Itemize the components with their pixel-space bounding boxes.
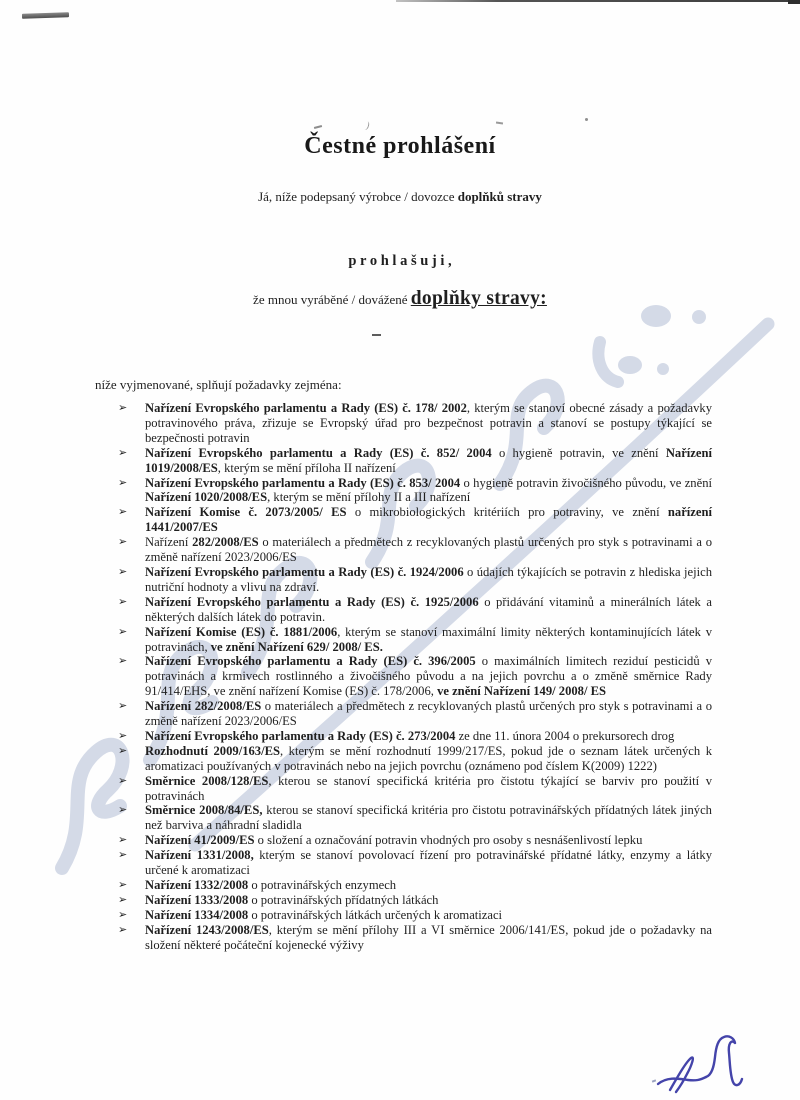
subject-line: [0, 288, 800, 310]
list-item: [118, 476, 712, 506]
bullet-arrow-icon: ➢: [118, 624, 128, 638]
scan-speck: [585, 118, 588, 121]
regulation-description: o údajích týkajících se potravin z hlediska jejich nutriční hodnoty a vlivu na zdraví.: [145, 564, 712, 594]
bullet-arrow-icon: ➢: [118, 833, 128, 847]
regulation-name: Nařízení 1331/2008,: [145, 848, 254, 863]
bullet-arrow-icon: ➢: [118, 878, 128, 891]
regulation-name: Nařízení Komise č. 2073/2005/ ES: [145, 505, 347, 520]
regulation-list: [118, 401, 712, 953]
list-item: [118, 774, 712, 804]
bullet-arrow-icon: ➢: [118, 699, 128, 713]
regulation-description: o potravinářských enzymech: [248, 878, 397, 892]
list-item: [118, 833, 712, 848]
regulation-description: Nařízení: [145, 535, 193, 550]
bullet-arrow-icon: ➢: [118, 892, 128, 906]
regulation-name: Směrnice 2008/84/ES,: [145, 803, 263, 818]
bullet-arrow-icon: ➢: [118, 907, 128, 921]
regulation-description: o přidávání vitaminů a minerálních látek a některých dalších látek do potravin.: [145, 594, 712, 624]
bullet-arrow-icon: ➢: [118, 475, 128, 489]
bullet-arrow-icon: ➢: [118, 535, 128, 549]
regulation-description: o materiálech a předmětech z recyklovaných plastů určených pro styk s potravinami a o změně nařízení 2023/2006/ES: [145, 535, 712, 565]
regulation-name: Nařízení 1334/2008: [145, 907, 249, 922]
regulation-description: o maximálních limitech reziduí pesticidů v potravinách a krmivech rostlinného a živočišného původu a na jejich povrchu a o změně směrnice Rady 91/414/EHS, ve znění nařízení Komise (ES) č. 178/2006,: [145, 654, 712, 699]
bullet-arrow-icon: ➢: [118, 773, 128, 787]
bullet-arrow-icon: ➢: [118, 803, 128, 817]
regulation-description: , kterým se mění rozhodnutí 1999/217/ES, pokud jde o seznam látek určených k aromatizaci používaných v potravinách nebo na jejich povrchu (oznámeno pod číslem K(2009) 1222): [145, 743, 712, 773]
list-item: [118, 923, 712, 953]
regulation-description: o potravinářských látkách určených k aromatizaci: [248, 907, 503, 922]
list-item: [118, 401, 712, 446]
regulation-description: o mikrobiologických kritériích pro potraviny, ve znění: [346, 505, 668, 520]
regulation-description: , kterým se mění příloha II nařízení: [217, 460, 396, 475]
scan-edge-artifact: [396, 0, 800, 2]
regulation-name: Nařízení Evropského parlamentu a Rady (ES) č. 1924/2006: [145, 564, 464, 579]
regulation-name: Nařízení Evropského parlamentu a Rady (ES) č. 852/ 2004: [145, 445, 492, 460]
list-item: [118, 595, 712, 625]
bullet-arrow-icon: ➢: [118, 401, 128, 414]
regulation-name: Nařízení 1020/2008/ES: [145, 490, 268, 505]
list-item: [118, 908, 712, 923]
regulation-name: Nařízení Evropského parlamentu a Rady (ES) č. 396/2005: [145, 654, 476, 669]
regulation-description: o potravinářských přídatných látkách: [248, 892, 439, 907]
regulation-name: Nařízení 1332/2008: [145, 878, 249, 892]
list-item: [118, 625, 712, 655]
regulation-description: o složení a označování potravin vhodných pro osoby s nesnášenlivostí lepku: [254, 833, 643, 848]
list-item: [118, 744, 712, 774]
regulation-description: , kterým se stanoví obecné zásady a požadavky potravinového práva, zřizuje se Evropský úřad pro bezpečnost potravin a stanoví se postupy týkající se bezpečnosti potravin: [145, 401, 712, 445]
list-item: [118, 446, 712, 476]
intro-bold: doplňků stravy: [457, 189, 542, 204]
bullet-arrow-icon: ➢: [118, 728, 128, 742]
list-item: [118, 729, 712, 744]
regulation-name: Nařízení Komise (ES) č. 1881/2006: [145, 624, 338, 639]
bullet-arrow-icon: ➢: [118, 505, 128, 519]
regulation-name: ve znění Nařízení 629/ 2008/ ES.: [210, 639, 383, 654]
bullet-arrow-icon: ➢: [118, 445, 128, 459]
scan-speck: [372, 334, 381, 336]
regulation-description: , kterou se stanoví specifická kritéria pro čistotu týkající se barviv pro použití v potravinách: [145, 773, 712, 803]
regulation-name: Nařízení Evropského parlamentu a Rady (ES) č. 1925/2006: [145, 594, 479, 609]
regulation-name: Nařízení Evropského parlamentu a Rady (ES) č. 273/2004: [145, 728, 456, 743]
regulation-name: ve znění Nařízení 149/ 2008/ ES: [437, 684, 607, 699]
list-item: [118, 505, 712, 535]
intro-line: [0, 189, 800, 205]
intro-prefix: Já, níže podepsaný výrobce / dovozce: [258, 189, 458, 204]
list-item: [118, 893, 712, 908]
regulation-description: ze dne 11. února 2004 o prekursorech drog: [455, 728, 675, 743]
document-title: Čestné prohlášení: [304, 133, 496, 159]
subject-prefix: že mnou vyráběné / dovážené: [253, 292, 411, 307]
regulation-description: , kterým se mění přílohy II a III nařízení: [267, 490, 471, 505]
list-item: [118, 654, 712, 699]
regulation-name: Rozhodnutí 2009/163/ES: [145, 743, 280, 758]
regulation-name: 282/2008/ES: [192, 535, 259, 550]
subject-bold: doplňky stravy:: [410, 288, 547, 309]
bullet-arrow-icon: ➢: [118, 743, 128, 757]
regulation-name: Nařízení 1333/2008: [145, 892, 249, 907]
regulation-name: Nařízení Evropského parlamentu a Rady (ES) č. 178/ 2002: [145, 401, 467, 415]
list-item: [118, 565, 712, 595]
regulation-name: nařízení 1441/2007/ES: [145, 505, 712, 535]
regulation-name: Nařízení 282/2008/ES: [145, 699, 262, 714]
list-item: [118, 848, 712, 878]
regulation-name: Nařízení Evropského parlamentu a Rady (ES) č. 853/ 2004: [145, 475, 461, 490]
bullet-arrow-icon: ➢: [118, 564, 128, 578]
regulation-description: kterou se stanoví specifická kritéria pro čistotu potravinářských přídatných látek jiných než barviva a náhradní sladidla: [145, 803, 712, 833]
declaration-word: p r o h l a š u j i ,: [348, 253, 452, 269]
regulation-description: , kterým se mění přílohy III a VI směrnice 2006/141/ES, pokud jde o požadavky na složení některé počáteční kojenecké výživy: [145, 922, 712, 952]
regulation-description: o hygieně potravin živočišného původu, ve znění: [460, 475, 712, 490]
bullet-arrow-icon: ➢: [118, 594, 128, 608]
scan-corner-artifact: [788, 0, 800, 4]
bullet-arrow-icon: ➢: [118, 848, 128, 862]
regulation-description: kterým se stanoví povolovací řízení pro potravinářské přídatné látky, enzymy a látky určené k aromatizaci: [145, 848, 712, 878]
regulation-name: Nařízení 1243/2008/ES: [145, 922, 269, 937]
bullet-arrow-icon: ➢: [118, 654, 128, 668]
list-intro: níže vyjmenované, splňují požadavky zejména:: [95, 377, 342, 392]
regulation-name: Směrnice 2008/128/ES: [145, 773, 269, 788]
list-item: [118, 878, 712, 893]
signature: [628, 1024, 768, 1100]
list-item: [118, 535, 712, 565]
regulation-name: Nařízení 41/2009/ES: [145, 833, 255, 848]
regulation-description: o hygieně potravin, ve znění: [491, 445, 666, 460]
regulation-description: o materiálech a předmětech z recyklovaných plastů určených pro styk s potravinami a o změně nařízení 2023/2006/ES: [145, 699, 712, 729]
regulation-description: , kterým se stanoví maximální limity některých kontaminujících látek v potravinách,: [145, 624, 712, 654]
regulation-name: Nařízení 1019/2008/ES: [145, 445, 712, 475]
list-item: [118, 699, 712, 729]
bullet-arrow-icon: ➢: [118, 922, 128, 936]
list-item: [118, 803, 712, 833]
